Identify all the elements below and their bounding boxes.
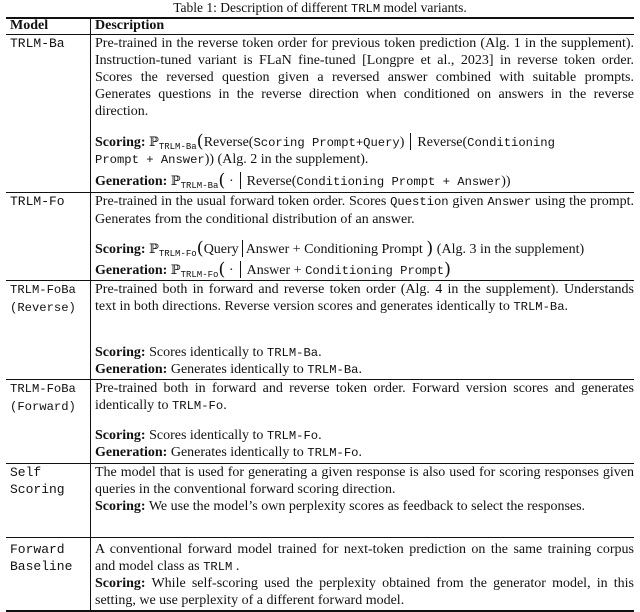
prob-subscript: TRLM-Ba <box>180 181 219 191</box>
generation-label: Generation: <box>95 263 168 278</box>
period: . <box>318 428 322 443</box>
conditional-bar <box>410 133 411 150</box>
desc-trlm-foba-reverse <box>95 281 634 316</box>
conditional-bar <box>240 172 241 189</box>
scoring-text: Scores identically to <box>149 345 267 360</box>
paren-close: ) <box>399 135 405 150</box>
desc-text: Pre-trained both in forward and reverse token order. Forward version scores and generates identically to <box>95 381 634 413</box>
model-ref: TRLM-Fo <box>307 446 359 460</box>
conditioning-prompt-answer: Conditioning Prompt + Answer <box>296 175 502 189</box>
bottom-rule <box>6 610 634 612</box>
desc-text: Pre-trained in the usual forward token order. Scores <box>95 194 391 209</box>
scoring-label: Scoring: <box>95 242 146 257</box>
question-word: Question <box>390 195 449 209</box>
desc-text: . <box>232 559 240 574</box>
scoring-trlm-foba-reverse <box>95 344 634 362</box>
row-rule-5 <box>6 537 634 538</box>
dot-placeholder: · <box>228 263 234 278</box>
reverse-fn: Reverse( <box>246 174 297 189</box>
desc-trlm-foba-forward <box>95 380 634 415</box>
model-ref: TRLM-Fo <box>266 429 319 443</box>
generation-label: Generation: <box>95 362 168 377</box>
answer-word: Answer <box>487 195 532 209</box>
generation-trlm-fo: Generation: ℙ$_{TRLM-Fo}$( · Answer + Conditioning Prompt) <box>95 259 452 280</box>
answer-conditioning: Answer + Conditioning Prompt <box>245 242 423 257</box>
scoring-prompt-query: Scoring Prompt+Query <box>253 136 400 150</box>
desc-self-scoring: The model that is used for generating a given response is also used for scoring responses given queries in the conventional forward scoring direction. <box>95 465 634 497</box>
scoring-trlm-ba-cont <box>95 151 634 169</box>
reverse-fn: Reverse( <box>417 135 468 150</box>
model-trlm-ba: TRLM-Ba <box>10 36 65 51</box>
conditional-bar <box>240 261 241 278</box>
prob-symbol: ℙ <box>170 174 181 189</box>
desc-text: . <box>223 398 227 413</box>
prob-subscript: TRLM-Ba <box>158 142 197 152</box>
desc-text: Pre-trained both in forward and reverse token order (Alg. 4 in the supplement). Understands text in both directions. Reverse version scores and generates identically to <box>95 282 634 314</box>
desc-text: given <box>448 194 488 209</box>
scoring-text: Scores identically to <box>149 428 267 443</box>
dot-placeholder: · <box>228 174 234 189</box>
model-ref: TRLM <box>203 560 233 574</box>
table-caption <box>0 0 640 16</box>
query-word: Query <box>203 242 239 257</box>
scoring-text: We use the model’s own perplexity scores as feedback to select the responses. <box>148 499 586 514</box>
period: . <box>358 362 362 377</box>
desc-text: . <box>564 299 569 314</box>
caption-mono: TRLM <box>350 2 381 16</box>
generation-trlm-ba: Generation: ℙ$_{TRLM-Ba}$( · Reverse(Conditioning Prompt + Answer)) <box>95 170 511 191</box>
prob-symbol: ℙ <box>170 263 181 278</box>
alg-note: (Alg. 3 in the supplement) <box>436 242 585 257</box>
paren-close: )) <box>204 152 215 167</box>
generation-trlm-foba-reverse <box>95 361 634 379</box>
conditioning-word: Conditioning <box>467 136 555 150</box>
prompt-answer: Prompt + Answer <box>95 153 205 167</box>
desc-text: using the prompt. Generates from the conditional distribution of an answer. <box>95 194 634 227</box>
desc-trlm-fo <box>95 193 634 228</box>
generation-text: Generates identically to <box>170 445 308 460</box>
prob-subscript: TRLM-Fo <box>180 270 219 280</box>
scoring-label: Scoring: <box>95 576 146 591</box>
model-trlm-foba-reverse <box>10 281 86 317</box>
model-forward-baseline: Forward Baseline <box>10 542 73 574</box>
model-trlm-foba-forward <box>10 380 86 416</box>
caption-text: Table 1: Description of different <box>173 0 351 15</box>
model-ref: TRLM-Ba <box>513 300 565 314</box>
scoring-label: Scoring: <box>95 428 146 443</box>
desc-text: A conventional forward model trained for next-token prediction on the same training corpus and model class as <box>95 542 634 574</box>
scoring-trlm-fo: Scoring: ℙ$_{TRLM-Fo}$(Query Answer + Conditioning Prompt ) (Alg. 3 in the supplement) <box>95 238 585 259</box>
scoring-self-scoring <box>95 498 634 515</box>
generation-label: Generation: <box>95 445 168 460</box>
scoring-label: Scoring: <box>95 499 146 514</box>
header-description: Description <box>95 18 165 33</box>
generation-text: Generates identically to <box>170 362 308 377</box>
scoring-trlm-foba-forward <box>95 427 634 445</box>
desc-forward-baseline <box>95 541 634 576</box>
model-ref: TRLM-Fo <box>171 399 224 413</box>
caption-suffix: model variants. <box>380 0 467 15</box>
header-model: Model <box>10 18 49 33</box>
model-name: TRLM-FoBa (Forward) <box>10 382 76 414</box>
paren-close: )) <box>501 174 511 189</box>
column-divider <box>90 17 91 612</box>
scoring-label: Scoring: <box>95 135 146 150</box>
model-ref: TRLM-Ba <box>266 346 319 360</box>
desc-trlm-ba: Pre-trained in the reverse token order for previous token prediction (Alg. 1 in the supplement). Instruction-tuned variant is FLaN fine-tuned [Longpre et al., 2023] in reverse token order. Scores the reversed question given a reversed answer combined with suitable prompts. Generates questions in the reverse direction when conditioned on answers in the reverse direction. <box>95 36 634 119</box>
alg-note: (Alg. 2 in the supplement). <box>217 152 369 167</box>
model-name: TRLM-FoBa (Reverse) <box>10 283 76 315</box>
scoring-trlm-ba: Scoring: ℙ$_{TRLM-Ba}$(Reverse(Scoring Prompt+Query) Reverse(Conditioning <box>95 131 555 152</box>
generation-trlm-foba-forward <box>95 444 634 462</box>
period: . <box>358 445 362 460</box>
prob-subscript: TRLM-Fo <box>158 249 197 259</box>
reverse-fn: Reverse( <box>203 135 254 150</box>
conditional-bar <box>242 240 243 257</box>
prob-symbol: ℙ <box>149 135 159 150</box>
scoring-forward-baseline <box>95 575 634 609</box>
model-ref: TRLM-Ba <box>307 363 359 377</box>
conditioning-prompt: Conditioning Prompt <box>305 264 445 278</box>
answer-plus: Answer + <box>246 263 306 278</box>
prob-symbol: ℙ <box>149 242 159 257</box>
scoring-label: Scoring: <box>95 345 146 360</box>
model-trlm-fo: TRLM-Fo <box>10 194 65 209</box>
generation-label: Generation: <box>95 174 168 189</box>
scoring-text: While self-scoring used the perplexity obtained from the generator model, in this setting, we use perplexity of a different forward model. <box>95 576 634 608</box>
model-self-scoring: Self Scoring <box>10 465 65 497</box>
period: . <box>318 345 322 360</box>
